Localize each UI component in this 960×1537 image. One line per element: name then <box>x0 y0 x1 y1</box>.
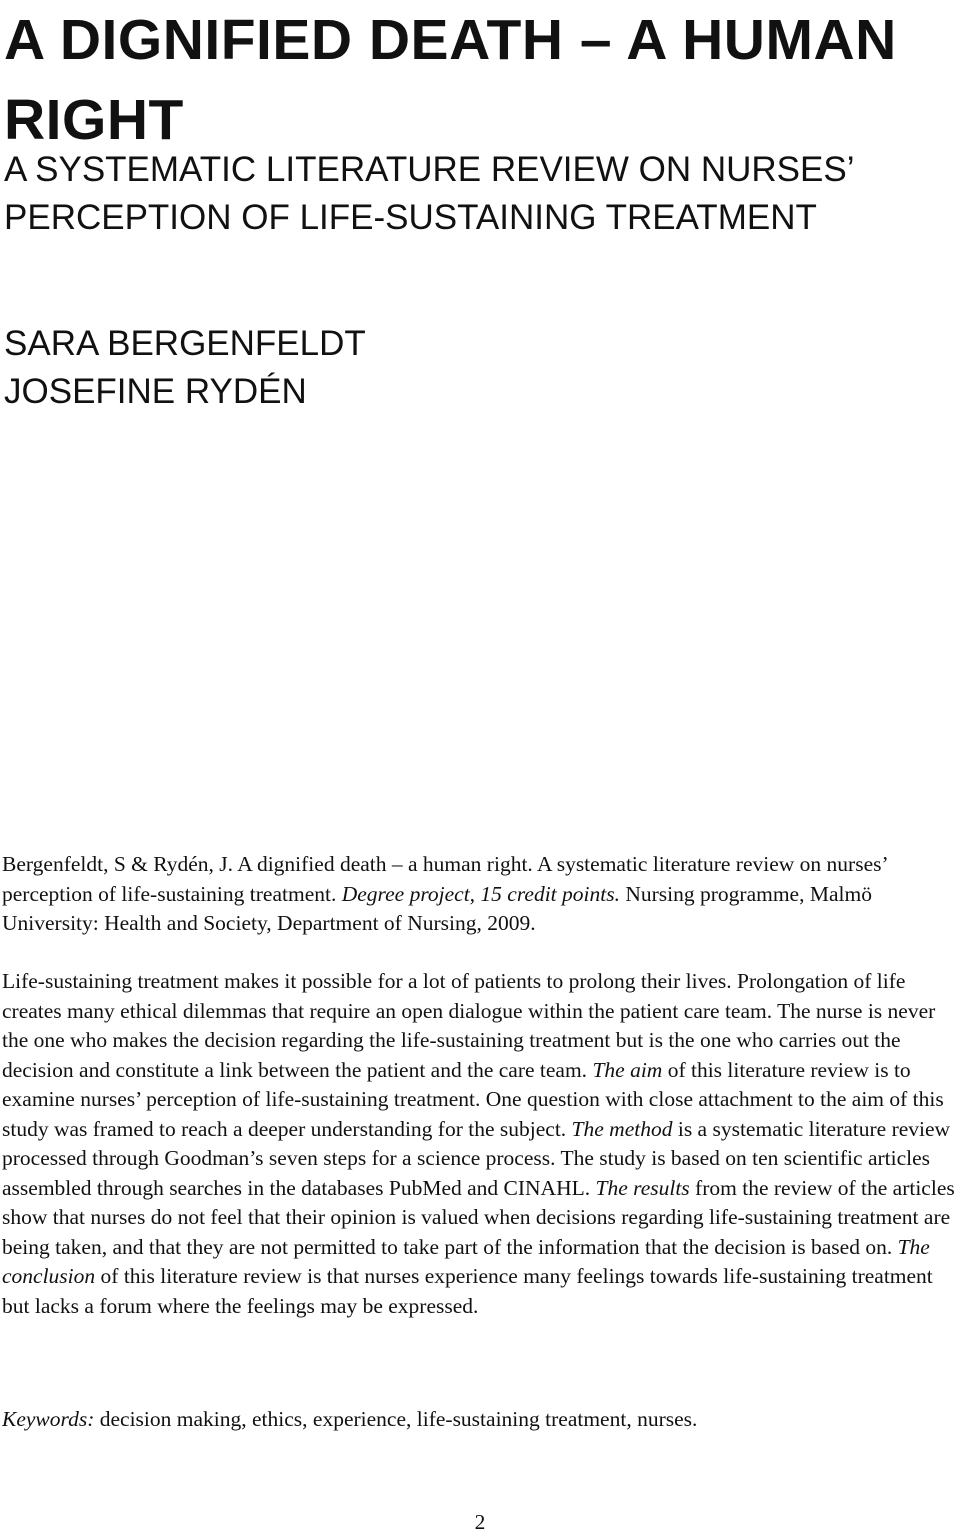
abstract-conclusion-text: of this literature review is that nurses experience many feelings towards life-sustaining treatment but lacks a forum where the feelings may be expressed. <box>2 1264 933 1318</box>
abstract-paragraph <box>2 967 957 1321</box>
citation-text: Bergenfeldt, S & Rydén, J. A dignified death – a human right. A systematic literature review on nurses’ perception of life-sustaining treatment. <box>2 852 888 906</box>
abstract-conclusion-label: The conclusion <box>2 1234 930 1288</box>
citation-paragraph <box>2 850 957 939</box>
keywords-text: decision making, ethics, experience, life-sustaining treatment, nurses. <box>94 1407 698 1431</box>
abstract-aim-text: of this literature review is to examine nurses’ perception of life-sustaining treatment. One question with close attachment to the aim of this study was framed to reach a deeper understanding for the subject. <box>2 1057 944 1141</box>
page-number: 2 <box>474 1510 486 1534</box>
author-list <box>4 320 954 416</box>
abstract-method-label: The method <box>571 1116 673 1141</box>
abstract-aim-label: The aim <box>592 1057 663 1082</box>
author-name: SARA BERGENFELDT <box>4 324 366 363</box>
abstract-method-text: is a systematic literature review processed through Goodman’s seven steps for a science process. The study is based on ten scientific articles assembled through searches in the databases PubMed and CINAHL. <box>2 1116 951 1200</box>
keywords-paragraph <box>2 1405 957 1435</box>
abstract-results-label: The results <box>595 1175 690 1200</box>
keywords-label: Keywords: <box>2 1407 95 1431</box>
abstract-results-text: from the review of the articles show that nurses do not feel that their opinion is valued when decisions regarding life-sustaining treatment are being taken, and that they are not permitted to take part of the information that the decision is based on. <box>2 1175 955 1259</box>
author-name: JOSEFINE RYDÉN <box>4 372 307 411</box>
document-subtitle: A SYSTEMATIC LITERATURE REVIEW ON NURSES’ PERCEPTION OF LIFE-SUSTAINING TREATMENT <box>4 150 854 237</box>
abstract-intro: Life-sustaining treatment makes it possible for a lot of patients to prolong their lives. Prolongation of life creates many ethical dilemmas that require an open dialogue within the patient care team. The nurse is never the one who makes the decision regarding the life-sustaining treatment but is the one who carries out the decision and constitute a link between the patient and the care team. <box>2 969 936 1082</box>
citation-text-end: Nursing programme, Malmö University: Health and Society, Department of Nursing, 2009. <box>2 881 872 935</box>
document-title: A DIGNIFIED DEATH – A HUMAN RIGHT <box>4 8 897 152</box>
citation-degree: Degree project, 15 credit points. <box>341 881 620 906</box>
